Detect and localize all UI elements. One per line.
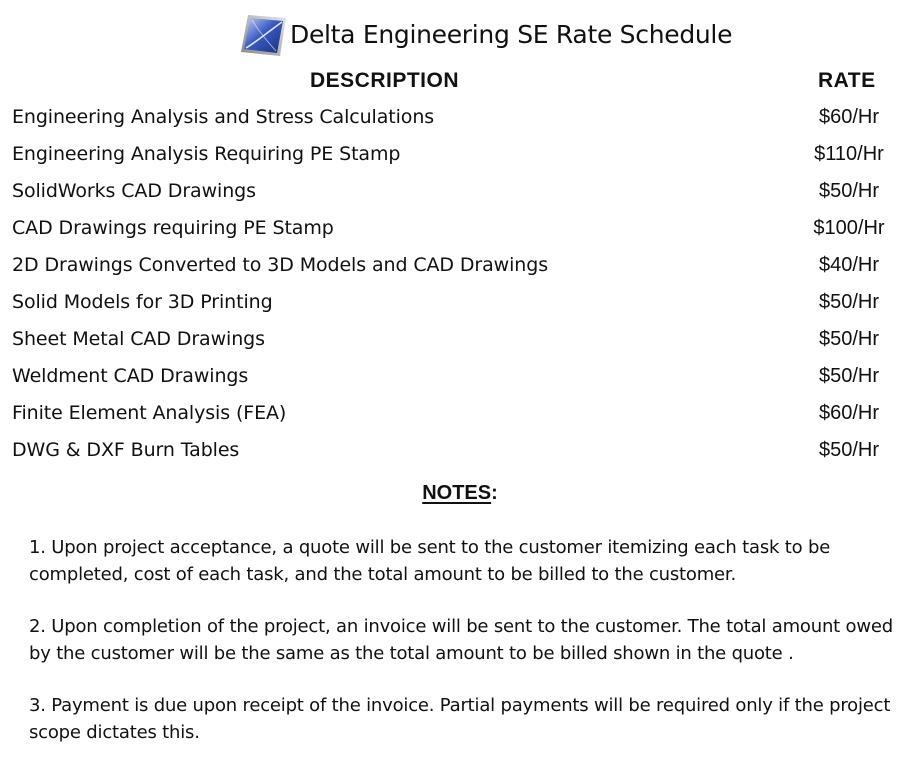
notes-heading-colon: : [491, 482, 498, 504]
rate-row [12, 285, 890, 322]
description-column-header: DESCRIPTION [310, 69, 460, 92]
service-description: Engineering Analysis Requiring PE Stamp [12, 143, 401, 165]
service-rate: $40/Hr [818, 254, 880, 276]
rate-row [12, 211, 890, 248]
rate-column-header: RATE [818, 69, 876, 92]
rate-row [12, 433, 890, 470]
rate-row [12, 174, 890, 211]
rate-row [12, 137, 890, 174]
notes-list [29, 534, 895, 771]
service-description: Engineering Analysis and Stress Calculations [12, 106, 435, 128]
service-rate: $60/Hr [818, 402, 880, 424]
service-description: Sheet Metal CAD Drawings [12, 328, 265, 350]
service-description: DWG & DXF Burn Tables [12, 439, 240, 461]
service-rate: $50/Hr [818, 291, 880, 313]
notes-heading [0, 481, 900, 505]
rate-row [12, 100, 890, 137]
service-description: Solid Models for 3D Printing [12, 291, 273, 313]
rate-row [12, 359, 890, 396]
service-rate: $50/Hr [818, 328, 880, 350]
service-description: 2D Drawings Converted to 3D Models and CAD Drawings [12, 254, 549, 276]
rate-row [12, 322, 890, 359]
delta-engineering-logo-icon [238, 12, 288, 58]
service-description: SolidWorks CAD Drawings [12, 180, 256, 202]
service-rate: $60/Hr [818, 106, 880, 128]
rate-row [12, 248, 890, 285]
rate-table [12, 100, 890, 470]
service-rate: $50/Hr [818, 439, 880, 461]
rate-row [12, 396, 890, 433]
note-item: 2. Upon completion of the project, an invoice will be sent to the customer. The total amount owed by the customer will be the same as the total amount to be billed shown in the quote . [29, 616, 893, 664]
note-item: 1. Upon project acceptance, a quote will be sent to the customer itemizing each task to be completed, cost of each task, and the total amount to be billed to the customer. [29, 537, 831, 585]
service-rate: $50/Hr [818, 365, 880, 387]
service-description: CAD Drawings requiring PE Stamp [12, 217, 334, 239]
service-description: Finite Element Analysis (FEA) [12, 402, 287, 424]
notes-heading-label: NOTES [422, 482, 492, 504]
page-title: Delta Engineering SE Rate Schedule [290, 20, 733, 49]
note-item: 3. Payment is due upon receipt of the invoice. Partial payments will be required only if the project scope dictates this. [29, 695, 891, 743]
service-rate: $100/Hr [813, 217, 885, 239]
service-rate: $50/Hr [818, 180, 880, 202]
page-header [0, 8, 900, 60]
service-rate: $110/Hr [814, 143, 884, 165]
service-description: Weldment CAD Drawings [12, 365, 249, 387]
